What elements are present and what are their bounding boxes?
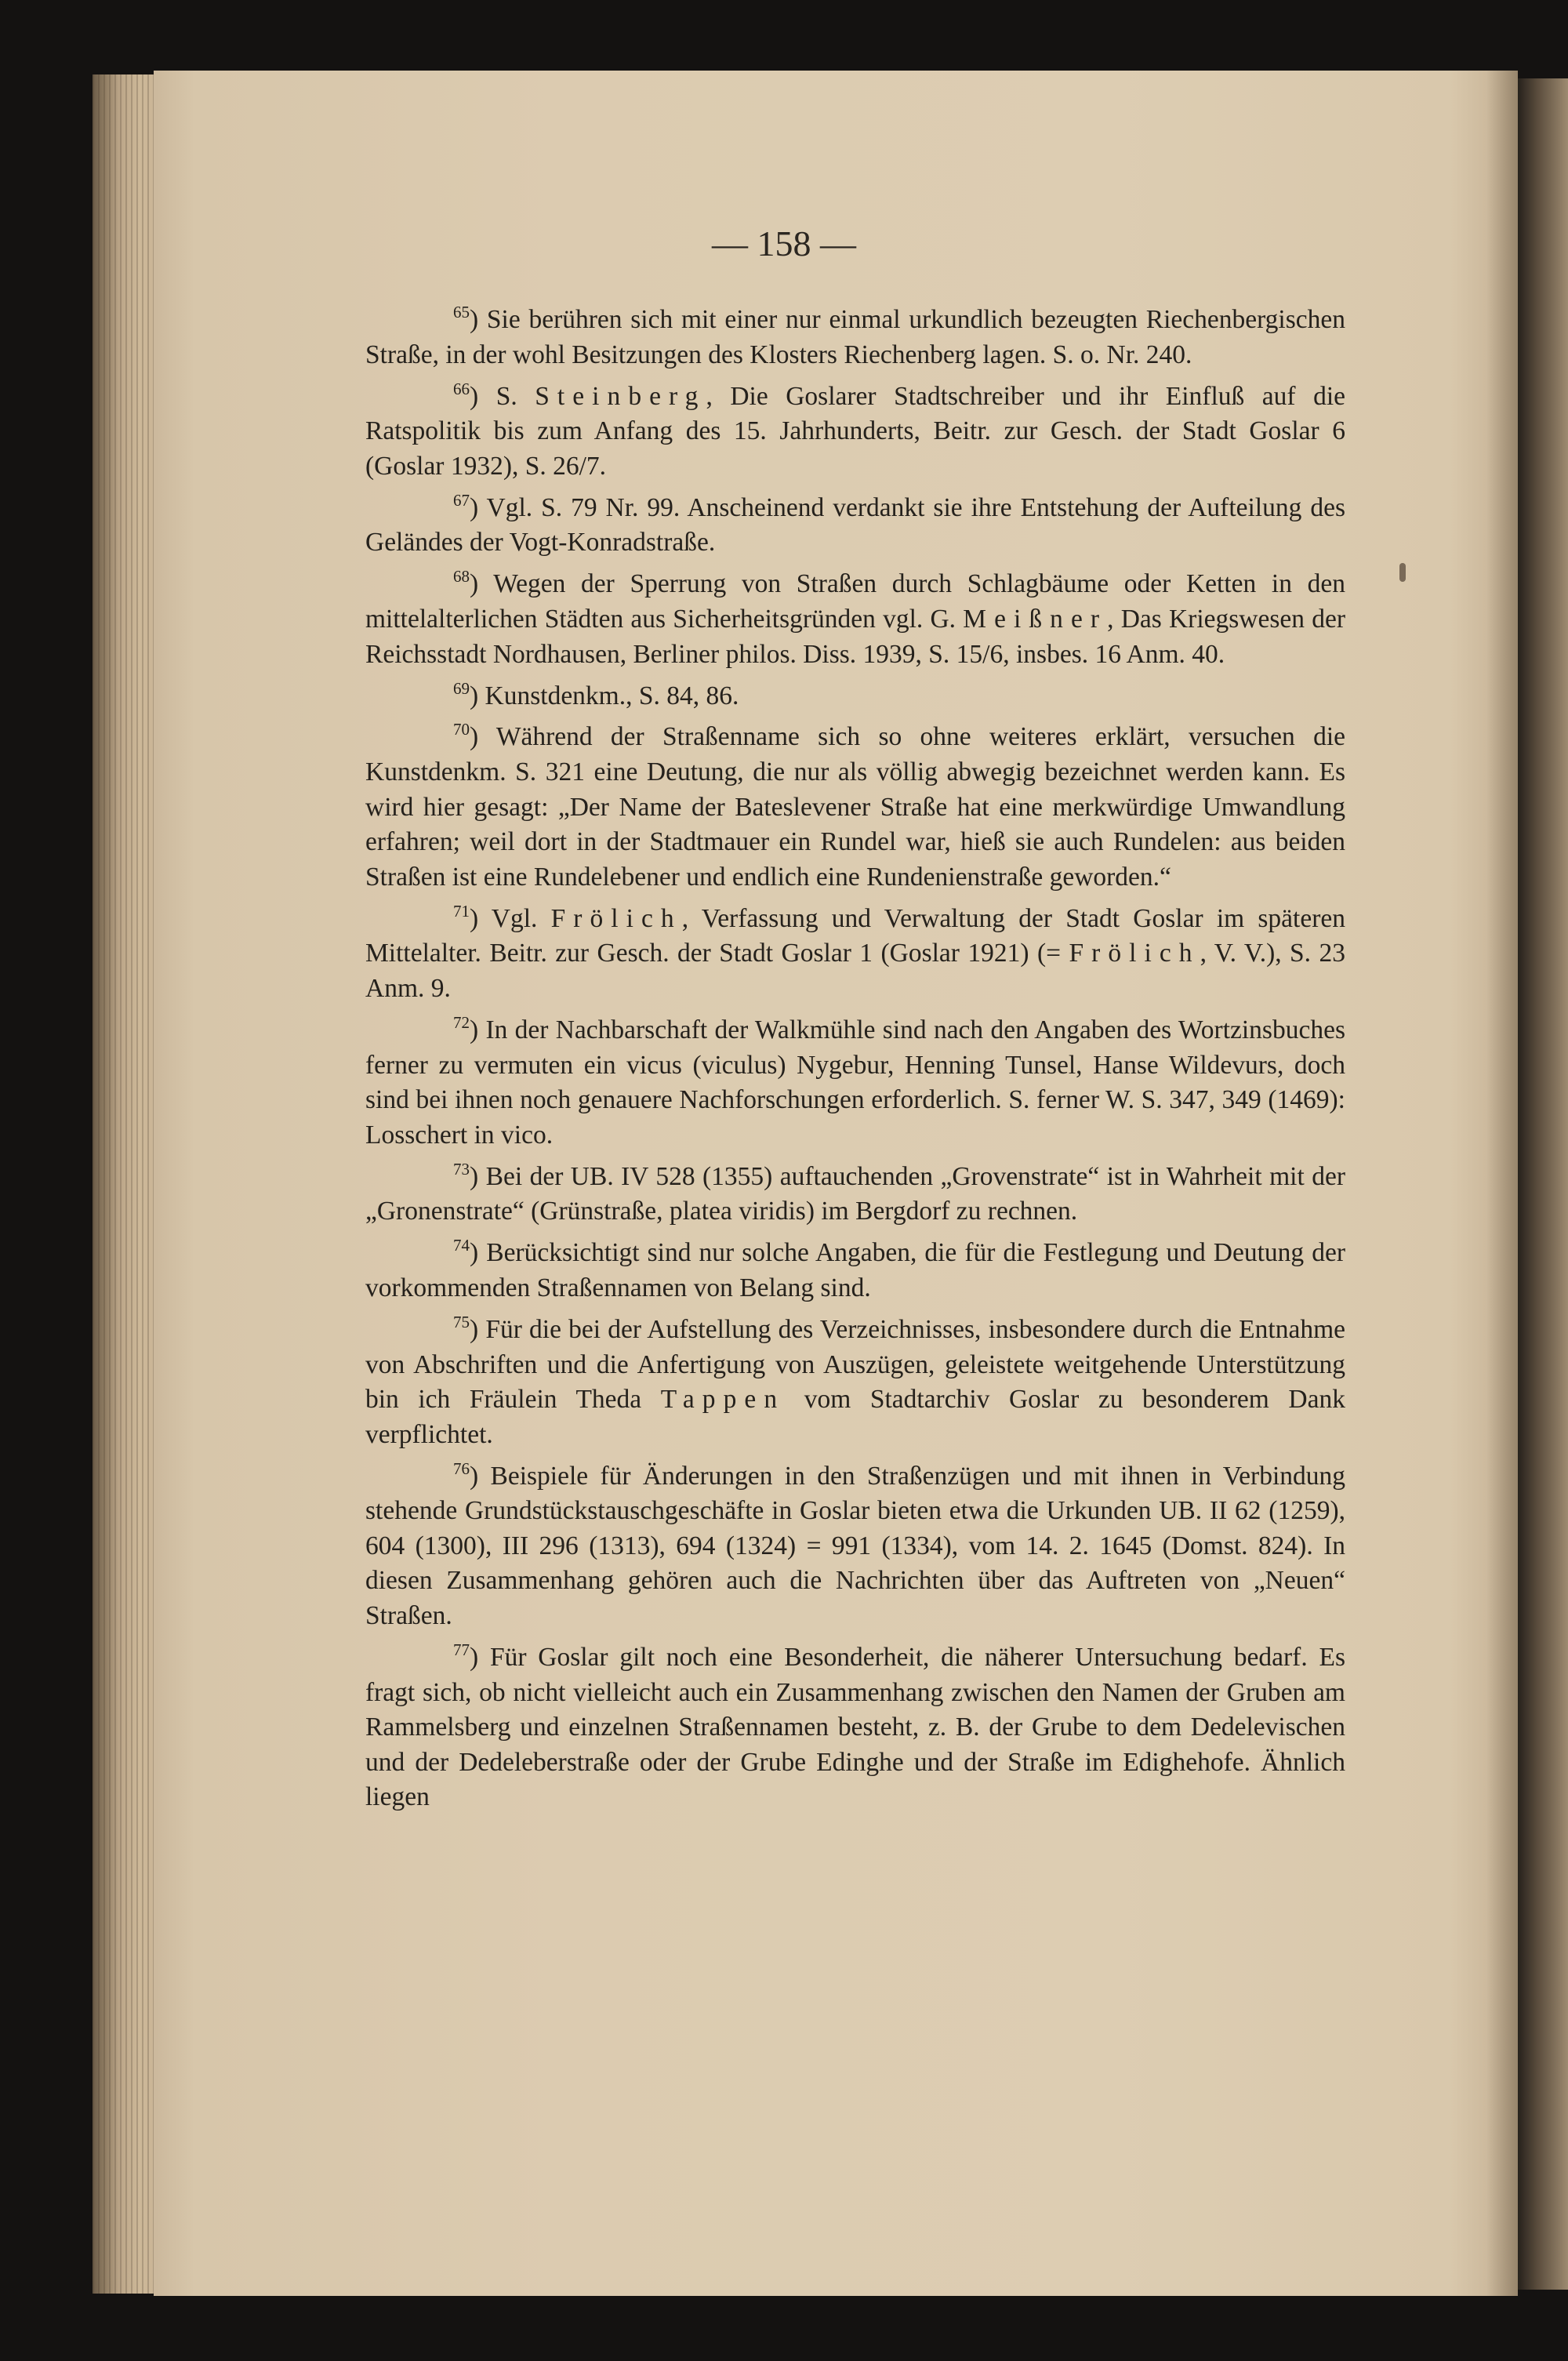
footnote-marker: 76 — [453, 1458, 470, 1478]
footnote-paren: ) — [470, 903, 492, 933]
page-number: — 158 — — [712, 223, 856, 263]
footnote-marker: 74 — [453, 1236, 470, 1255]
footnote-paren: ) — [470, 1643, 490, 1673]
footnote-text: , Die Goslarer Stadtschreiber und ihr Einfluß auf die Ratspolitik bis zum Anfang des 15. Jahrhunderts, Beitr. zur Gesch. der Stadt Goslar 6 (Goslar 1932), S. 26/7. — [365, 381, 1345, 481]
footnote-paren: ) — [470, 381, 496, 411]
footnote-text: vom Stadtarchiv Goslar zu besonderem Dank verpflichtet. — [365, 1385, 1345, 1449]
author-name: Frölich — [550, 903, 682, 933]
footnote-text: Sie berühren sich mit einer nur einmal urkundlich bezeugten Riechenbergischen Straße, in der wohl Besitzungen des Klosters Riechenberg lagen. S. o. Nr. 240. — [365, 305, 1345, 369]
footnote-text: Für Goslar gilt noch eine Besonderheit, die näherer Untersuchung bedarf. Es fragt sich, ob nicht vielleicht auch ein Zusammenhang zwischen den Namen der Gruben am Rammelsberg und einzelnen Straßennamen besteht, z. B. der Grube to dem Dedelevischen und der Dedeleberstraße oder der Grube Edinghe und der Straße im Edighehofe. Ähnlich liegen — [365, 1643, 1345, 1812]
author-name: Frölich — [1069, 939, 1200, 968]
footnote-marker: 65 — [453, 303, 470, 321]
footnote-paren: ) — [470, 722, 496, 752]
footnote-74 — [365, 1236, 1345, 1306]
footnote-73 — [365, 1160, 1345, 1230]
footnote-paren: ) — [470, 681, 485, 710]
author-name: Meißner — [963, 604, 1108, 634]
footnote-70 — [365, 720, 1345, 895]
footnote-paren: ) — [470, 569, 494, 599]
footnote-marker: 73 — [453, 1159, 470, 1179]
footnote-text: Wegen der Sperrung von Straßen durch Schlagbäume oder Ketten in den mittelalterlichen Städten aus Sicherheitsgründen vgl. G. — [365, 569, 1345, 634]
footnote-paren: ) — [470, 1015, 486, 1045]
footnote-text: , Verfassung und Verwaltung der Stadt Goslar im späteren Mittelalter. Beitr. zur Gesch. der Stadt Goslar 1 (Goslar 1921) (= — [365, 903, 1346, 968]
footnote-text: In der Nachbarschaft der Walkmühle sind nach den Angaben des Wortzinsbuches ferner zu vermuten ein vicus (viculus) Nygebur, Henning Tunsel, Hanse Wildevurs, doch sind bei ihnen noch genauere Nachforschungen erforderlich. S. ferner W. S. 347, 349 (1469): Losschert in vico. — [365, 1015, 1345, 1150]
footnote-66 — [365, 380, 1345, 485]
footnote-68 — [365, 567, 1345, 672]
footnote-text: Beispiele für Änderungen in den Straßenzügen und mit ihnen in Verbindung stehende Grundstückstauschgeschäfte in Goslar bieten etwa die Urkunden UB. II 62 (1259), 604 (1300), III 296 (1313), 694 (1324) = 991 (1334), vom 14. 2. 1645 (Domst. 824). In diesen Zusammenhang gehören auch die Nachrichten über das Auftreten von „Neuen“ Straßen. — [365, 1461, 1346, 1631]
facing-page-edge — [1518, 78, 1568, 2290]
footnote-paren: ) — [470, 1161, 486, 1191]
footnote-text: S. — [495, 381, 535, 411]
footnote-72 — [365, 1013, 1345, 1153]
footnote-paren: ) — [470, 1314, 486, 1344]
footnote-marker: 72 — [453, 1013, 470, 1033]
margin-mark — [1399, 563, 1406, 582]
footnote-marker: 67 — [453, 490, 470, 510]
footnote-marker: 77 — [453, 1640, 470, 1660]
spine-shadow — [1486, 71, 1518, 2296]
footnote-paren: ) — [470, 492, 487, 522]
footnote-77 — [365, 1640, 1345, 1815]
footnote-marker: 75 — [453, 1312, 470, 1331]
author-name: Tappen — [660, 1385, 786, 1415]
footnote-paren: ) — [470, 1461, 491, 1491]
footnote-text: , V. V.), S. 23 Anm. 9. — [365, 939, 1345, 1004]
footnote-76 — [365, 1459, 1345, 1634]
footnote-marker: 69 — [453, 678, 470, 698]
footnote-marker: 71 — [453, 901, 470, 921]
footnote-67 — [365, 491, 1345, 561]
footnote-text: Kunstdenkm., S. 84, 86. — [485, 681, 739, 710]
footnote-65 — [365, 303, 1345, 372]
footnote-text: Für die bei der Aufstellung des Verzeichnisses, insbesondere durch die Entnahme von Abschriften und die Anfertigung von Auszügen, geleistete weitgehende Unterstützung bin ich Fräulein Theda — [365, 1314, 1345, 1415]
footnote-69 — [365, 679, 1345, 714]
footnote-paren: ) — [470, 305, 487, 334]
footnote-text: , Das Kriegswesen der Reichsstadt Nordhausen, Berliner philos. Diss. 1939, S. 15/6, insbes. 16 Anm. 40. — [365, 604, 1345, 669]
footnote-marker: 70 — [453, 720, 470, 739]
footnote-text: Bei der UB. IV 528 (1355) auftauchenden „Grovenstrate“ ist in Wahrheit mit der „Gronenstrate“ (Grünstraße, platea viridis) im Bergdorf zu rechnen. — [365, 1161, 1345, 1226]
footnote-text: Berücksichtigt sind nur solche Angaben, die für die Festlegung und Deutung der vorkommenden Straßennamen von Belang sind. — [365, 1238, 1346, 1302]
footnote-text: Vgl. S. 79 Nr. 99. Anscheinend verdankt sie ihre Entstehung der Aufteilung des Geländes der Vogt-Konradstraße. — [365, 492, 1345, 558]
book-page-edges — [93, 74, 160, 2294]
footnote-text: Während der Straßenname sich so ohne weiteres erklärt, versuchen die Kunstdenkm. S. 321 eine Deutung, die nur als völlig abwegig bezeichnet werden kann. Es wird hier gesagt: „Der Name der Bateslevener Straße hat eine merkwürdige Umwandlung erfahren; weil dort in der Stadtmauer ein Rundel war, hieß sie auch Rundelen: aus beiden Straßen ist eine Rundelebener und endlich eine Rundenienstraße geworden.“ — [365, 722, 1345, 892]
footnote-marker: 66 — [453, 379, 470, 398]
footnote-text: Vgl. — [491, 903, 551, 933]
footnote-paren: ) — [470, 1238, 487, 1268]
footnote-71 — [365, 902, 1345, 1007]
footnote-75 — [365, 1313, 1345, 1452]
author-name: Steinberg — [535, 381, 706, 411]
footnotes-block — [365, 303, 1345, 1822]
footnote-marker: 68 — [453, 567, 470, 587]
